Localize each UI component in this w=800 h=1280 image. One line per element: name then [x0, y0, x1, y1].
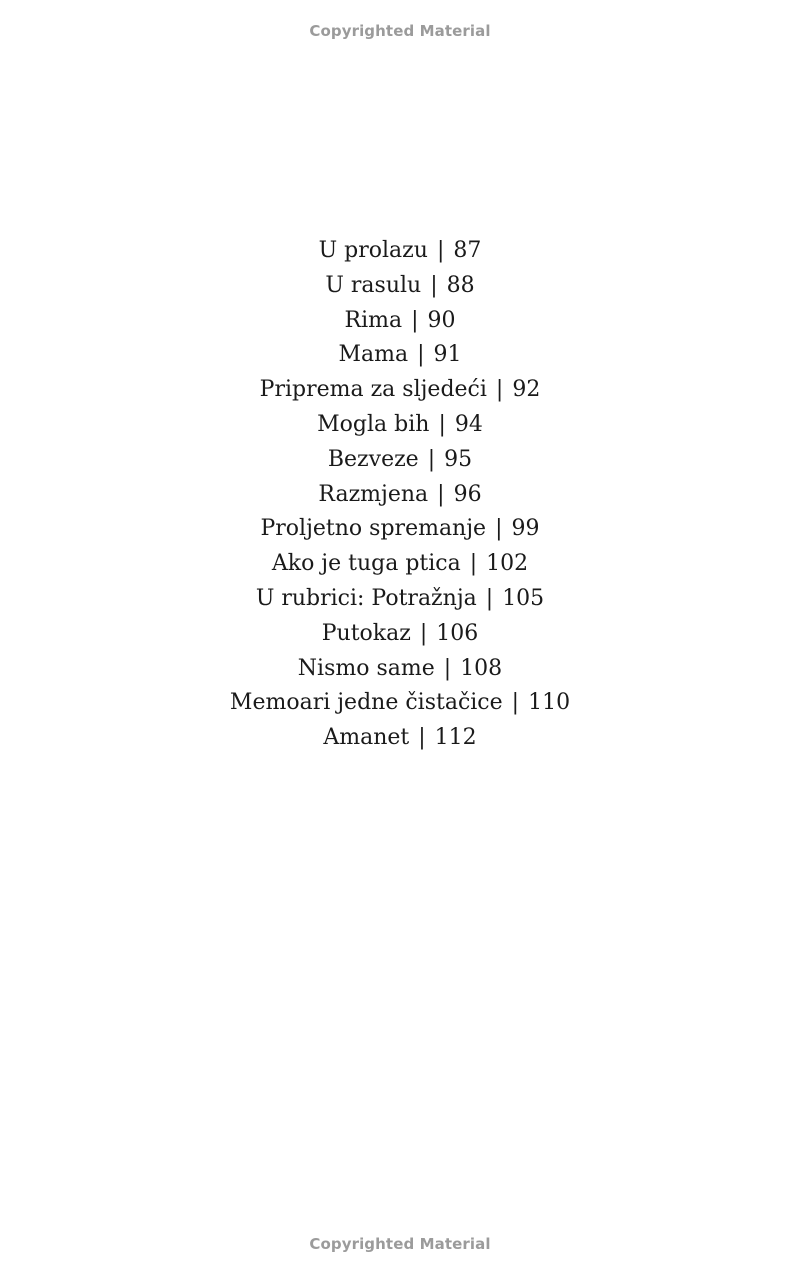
toc-entry-page: 90	[427, 307, 456, 333]
table-of-contents	[0, 234, 800, 756]
toc-entry-page: 99	[511, 516, 540, 542]
toc-entry[interactable]	[0, 373, 800, 408]
toc-entry-title: U prolazu	[318, 238, 428, 263]
toc-entry-page: 102	[486, 551, 529, 577]
toc-entry-title: Rima	[344, 307, 403, 333]
toc-separator: |	[418, 725, 426, 751]
toc-entry-page: 112	[434, 725, 477, 751]
toc-separator: |	[430, 272, 438, 298]
toc-entry[interactable]	[0, 721, 800, 756]
toc-entry-page: 95	[444, 446, 473, 472]
toc-entry-title: Putokaz	[321, 620, 411, 646]
toc-separator: |	[495, 516, 503, 542]
toc-entry-title: Ako je tuga ptica	[271, 551, 461, 577]
toc-entry-title: Proljetno spremanje	[260, 516, 487, 542]
toc-separator: |	[417, 342, 425, 368]
copyright-watermark-bottom: Copyrighted Material	[309, 1235, 491, 1253]
toc-entry[interactable]	[0, 304, 800, 339]
toc-entry-title: Amanet	[323, 725, 410, 751]
toc-entry-page: 108	[460, 655, 503, 681]
toc-separator: |	[469, 551, 478, 577]
toc-entry-page: 88	[446, 272, 475, 298]
toc-separator: |	[438, 411, 446, 437]
toc-entry-page: 87	[453, 238, 482, 263]
toc-entry-page: 110	[528, 690, 571, 716]
toc-entry[interactable]	[0, 512, 800, 547]
toc-entry[interactable]	[0, 582, 800, 617]
toc-entry[interactable]	[0, 269, 800, 304]
toc-entry-title: Mogla bih	[317, 411, 430, 437]
toc-entry[interactable]	[0, 652, 800, 687]
toc-entry[interactable]	[0, 617, 800, 652]
toc-separator: |	[427, 446, 436, 472]
toc-entry-page: 106	[436, 620, 479, 646]
toc-separator: |	[511, 690, 520, 716]
copyright-watermark-top: Copyrighted Material	[309, 22, 491, 40]
toc-separator: |	[485, 585, 494, 611]
toc-entry-page: 91	[433, 342, 462, 368]
toc-entry[interactable]	[0, 478, 800, 513]
toc-separator: |	[495, 377, 504, 403]
toc-separator: |	[436, 238, 445, 263]
toc-entry-title: U rubrici: Potražnja	[255, 585, 477, 611]
toc-separator: |	[437, 481, 445, 507]
toc-entry-title: Bezveze	[327, 446, 419, 472]
toc-entry[interactable]	[0, 338, 800, 373]
toc-entry-page: 105	[502, 585, 545, 611]
toc-separator: |	[419, 620, 428, 646]
toc-entry-title: Memoari jedne čistačice	[229, 690, 503, 716]
toc-entry[interactable]	[0, 547, 800, 582]
toc-entry[interactable]	[0, 408, 800, 443]
toc-entry-page: 96	[453, 481, 482, 507]
toc-separator: |	[411, 307, 419, 333]
toc-entry-title: Nismo same	[297, 655, 435, 681]
toc-entry-page: 92	[512, 377, 541, 403]
toc-separator: |	[443, 655, 452, 681]
toc-entry[interactable]	[0, 234, 800, 269]
toc-entry[interactable]	[0, 443, 800, 478]
toc-entry-title: Priprema za sljedeći	[259, 377, 487, 403]
toc-entry-title: Mama	[338, 342, 409, 368]
toc-entry[interactable]	[0, 686, 800, 721]
toc-entry-title: Razmjena	[318, 481, 429, 507]
toc-entry-title: U rasulu	[325, 272, 422, 298]
toc-entry-page: 94	[454, 411, 483, 437]
